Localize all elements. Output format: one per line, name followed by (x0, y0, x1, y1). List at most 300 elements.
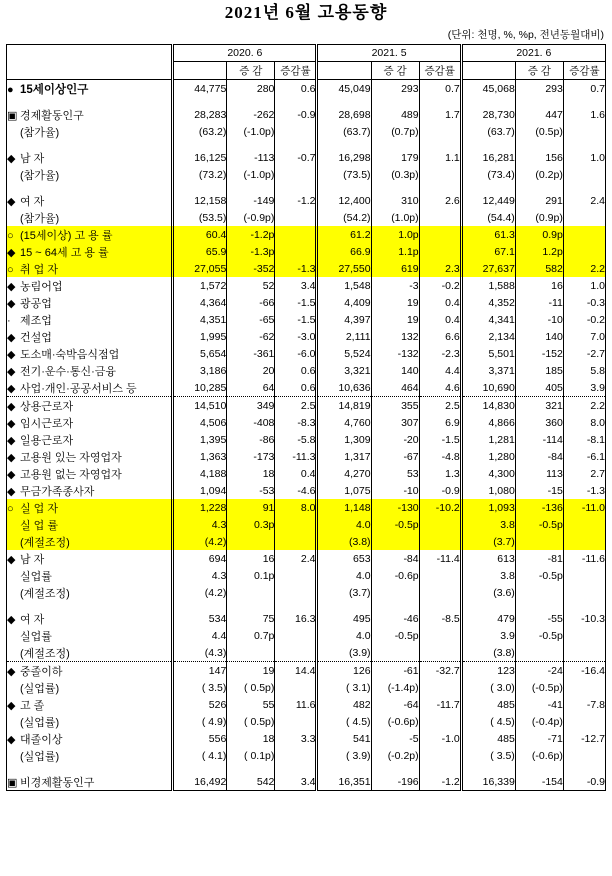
row-label-text: 건설업 (20, 331, 52, 344)
row-label-text: 임시근로자 (20, 417, 74, 430)
table-cell: 1,395 (173, 431, 227, 448)
table-cell (563, 644, 605, 662)
spacer-cell (515, 140, 563, 149)
table-cell: -0.5p (371, 627, 419, 644)
table-cell: 12,158 (173, 192, 227, 209)
row-bullet-icon: ◆ (7, 733, 16, 746)
table-cell: -11.0 (563, 499, 605, 516)
table-cell: 0.4 (419, 311, 461, 328)
spacer-cell (419, 140, 461, 149)
table-cell: (63.2) (173, 123, 227, 140)
table-cell (275, 166, 317, 183)
table-cell: -1.3 (563, 482, 605, 499)
row-label (7, 465, 173, 482)
table-cell: 140 (371, 362, 419, 379)
table-row (7, 345, 606, 362)
table-cell: -62 (227, 328, 275, 345)
table-cell: (0.9p) (515, 209, 563, 226)
table-cell: 4,760 (317, 414, 371, 431)
table-cell: -3 (371, 277, 419, 294)
table-cell (419, 533, 461, 550)
table-cell (371, 533, 419, 550)
table-cell: 66.9 (317, 243, 371, 260)
table-cell: 694 (173, 550, 227, 567)
table-row (7, 627, 606, 644)
table-cell (419, 584, 461, 601)
row-bullet-icon: ▣ (7, 776, 18, 789)
table-cell: 1,572 (173, 277, 227, 294)
row-label (7, 499, 173, 516)
table-cell (227, 533, 275, 550)
spacer-cell (173, 764, 227, 773)
table-cell (275, 679, 317, 696)
table-row (7, 747, 606, 764)
table-cell: -0.3 (563, 294, 605, 311)
table-cell: 619 (371, 260, 419, 277)
table-cell: 45,068 (461, 80, 515, 98)
table-cell: 3.8 (461, 516, 515, 533)
header-period-0: 2020. 6 (173, 45, 317, 62)
row-label (7, 662, 173, 680)
table-cell: -32.7 (419, 662, 461, 680)
row-bullet-icon: ◆ (7, 485, 16, 498)
table-cell: 534 (173, 610, 227, 627)
table-row (7, 362, 606, 379)
table-header (7, 45, 606, 80)
table-row (7, 679, 606, 696)
row-bullet-icon: ◆ (7, 468, 16, 481)
row-label-text: 고용원 있는 자영업자 (20, 451, 122, 464)
table-cell: 542 (227, 773, 275, 791)
spacer-cell (317, 140, 371, 149)
table-cell: 3.4 (275, 277, 317, 294)
table-cell (419, 679, 461, 696)
spacer-row (7, 140, 606, 149)
spacer-cell (227, 140, 275, 149)
spacer-cell (461, 97, 515, 106)
table-cell: -0.9 (419, 482, 461, 499)
table-cell: (3.7) (317, 584, 371, 601)
table-cell: -53 (227, 482, 275, 499)
table-cell: 0.7 (563, 80, 605, 98)
spacer-cell (371, 97, 419, 106)
table-cell: -15 (515, 482, 563, 499)
table-cell: 541 (317, 730, 371, 747)
table-cell: 1,080 (461, 482, 515, 499)
table-cell: 4,300 (461, 465, 515, 482)
table-cell: 2.4 (275, 550, 317, 567)
table-cell: (63.7) (461, 123, 515, 140)
table-cell: 1,075 (317, 482, 371, 499)
table-cell: -20 (371, 431, 419, 448)
table-cell: 91 (227, 499, 275, 516)
table-cell: 1,280 (461, 448, 515, 465)
row-label-text: 광공업 (20, 297, 52, 310)
table-cell: 2,111 (317, 328, 371, 345)
table-cell: (0.5p) (515, 123, 563, 140)
table-cell: -64 (371, 696, 419, 713)
table-cell: 1.0 (563, 149, 605, 166)
spacer-row (7, 183, 606, 192)
table-cell (419, 123, 461, 140)
table-cell: 10,285 (173, 379, 227, 397)
spacer-cell (419, 764, 461, 773)
table-cell: (1.0p) (371, 209, 419, 226)
table-row (7, 123, 606, 140)
table-cell (419, 209, 461, 226)
table-row (7, 516, 606, 533)
table-cell (275, 209, 317, 226)
table-cell: 7.0 (563, 328, 605, 345)
table-cell: 1,548 (317, 277, 371, 294)
table-cell: -0.5p (371, 516, 419, 533)
row-label (7, 166, 173, 183)
table-cell (563, 166, 605, 183)
table-row (7, 414, 606, 431)
spacer-cell (515, 764, 563, 773)
table-cell: 291 (515, 192, 563, 209)
row-bullet-icon: ◆ (7, 553, 16, 566)
table-cell: 16 (515, 277, 563, 294)
table-cell: -1.5 (275, 311, 317, 328)
table-cell: -4.8 (419, 448, 461, 465)
table-cell (227, 584, 275, 601)
row-label-text: 실업률 (20, 630, 52, 643)
table-cell: 4.0 (317, 627, 371, 644)
table-row (7, 713, 606, 730)
table-cell: (0.7p) (371, 123, 419, 140)
table-cell: (0.3p) (371, 166, 419, 183)
table-cell (275, 243, 317, 260)
row-label-text: 무금가족종사자 (20, 485, 95, 498)
spacer-cell (173, 183, 227, 192)
table-row (7, 226, 606, 243)
row-label-text: 남 자 (20, 152, 45, 165)
table-row (7, 80, 606, 98)
spacer-cell (371, 601, 419, 610)
table-cell: 5,654 (173, 345, 227, 362)
table-cell: 61.2 (317, 226, 371, 243)
table-cell (227, 644, 275, 662)
table-row (7, 311, 606, 328)
row-label-text: (실업률) (20, 750, 60, 763)
table-cell: 4.3 (173, 567, 227, 584)
table-row (7, 499, 606, 516)
table-cell: 1.7 (419, 106, 461, 123)
table-cell: 1,995 (173, 328, 227, 345)
table-cell: 19 (371, 311, 419, 328)
table-cell (515, 584, 563, 601)
table-cell: -12.7 (563, 730, 605, 747)
table-cell: 1,363 (173, 448, 227, 465)
table-cell (515, 644, 563, 662)
table-cell: 1.0p (371, 226, 419, 243)
row-bullet-icon: ◆ (7, 382, 16, 395)
table-cell (275, 627, 317, 644)
table-cell: (-0.5p) (515, 679, 563, 696)
table-cell (515, 533, 563, 550)
table-cell (563, 243, 605, 260)
spacer-row (7, 764, 606, 773)
spacer-cell (317, 601, 371, 610)
table-cell: (3.9) (317, 644, 371, 662)
table-cell: -149 (227, 192, 275, 209)
table-cell: -11 (515, 294, 563, 311)
table-cell: 12,400 (317, 192, 371, 209)
page-title: 2021년 6월 고용동향 (224, 3, 388, 22)
row-label (7, 294, 173, 311)
table-cell (563, 713, 605, 730)
row-label (7, 106, 173, 123)
spacer-cell (515, 183, 563, 192)
table-cell: 1.2p (515, 243, 563, 260)
table-cell: 55 (227, 696, 275, 713)
table-cell: 10,636 (317, 379, 371, 397)
table-cell: 16,298 (317, 149, 371, 166)
table-cell: 2.7 (563, 465, 605, 482)
table-cell: 19 (371, 294, 419, 311)
table-cell: 27,637 (461, 260, 515, 277)
row-label-text: 15 ~ 64세 고 용 률 (20, 246, 109, 259)
table-cell: 4.3 (173, 516, 227, 533)
spacer-cell (563, 140, 605, 149)
table-cell: 2.5 (419, 397, 461, 415)
spacer-cell (515, 601, 563, 610)
row-bullet-icon: ◆ (7, 699, 16, 712)
table-cell: 2.4 (563, 192, 605, 209)
table-cell: 4.4 (173, 627, 227, 644)
table-cell: ( 4.1) (173, 747, 227, 764)
table-cell: (4.2) (173, 584, 227, 601)
table-cell: -1.2p (227, 226, 275, 243)
spacer-cell (419, 601, 461, 610)
spacer-cell (173, 140, 227, 149)
table-row (7, 610, 606, 627)
row-bullet-icon: ◆ (7, 348, 16, 361)
row-label (7, 730, 173, 747)
table-cell (371, 584, 419, 601)
table-cell: 1.3 (419, 465, 461, 482)
table-cell: (63.7) (317, 123, 371, 140)
table-cell: 4,188 (173, 465, 227, 482)
table-cell: -408 (227, 414, 275, 431)
row-label (7, 260, 173, 277)
table-cell: 18 (227, 730, 275, 747)
table-cell: -352 (227, 260, 275, 277)
table-cell: -8.3 (275, 414, 317, 431)
table-cell: 2,134 (461, 328, 515, 345)
table-cell (275, 226, 317, 243)
table-cell (419, 747, 461, 764)
header-value-blank-1 (317, 62, 371, 80)
table-cell (563, 679, 605, 696)
table-cell: 2.5 (275, 397, 317, 415)
table-row (7, 397, 606, 415)
table-cell: ( 0.1p) (227, 747, 275, 764)
table-cell: 495 (317, 610, 371, 627)
table-cell: 6.6 (419, 328, 461, 345)
row-label (7, 679, 173, 696)
table-cell: 3,321 (317, 362, 371, 379)
row-label (7, 482, 173, 499)
table-cell: -61 (371, 662, 419, 680)
row-label-text: (계절조정) (20, 587, 70, 600)
table-row (7, 465, 606, 482)
row-bullet-icon: ◆ (7, 331, 16, 344)
row-bullet-icon: ○ (7, 229, 14, 242)
row-label (7, 243, 173, 260)
table-cell: 19 (227, 662, 275, 680)
table-cell: 1,309 (317, 431, 371, 448)
header-value-blank-0 (173, 62, 227, 80)
table-cell (275, 533, 317, 550)
table-cell: ( 0.5p) (227, 679, 275, 696)
table-cell: ( 3.0) (461, 679, 515, 696)
table-cell: -0.2 (563, 311, 605, 328)
row-label-text: (계절조정) (20, 536, 70, 549)
row-bullet-icon: ◆ (7, 400, 16, 413)
table-cell: 61.3 (461, 226, 515, 243)
table-cell: -1.5 (275, 294, 317, 311)
spacer-cell (419, 97, 461, 106)
table-cell: (3.6) (461, 584, 515, 601)
table-row (7, 482, 606, 499)
row-label-text: 고 졸 (20, 699, 45, 712)
table-cell: 489 (371, 106, 419, 123)
table-cell: -5.8 (275, 431, 317, 448)
row-bullet-icon: ◆ (7, 246, 16, 259)
table-cell: 18 (227, 465, 275, 482)
table-cell: -55 (515, 610, 563, 627)
spacer-cell (173, 97, 227, 106)
row-bullet-icon: ○ (7, 502, 14, 515)
row-label-text: 전기·운수·통신·금융 (20, 365, 116, 378)
row-bullet-icon: ▣ (7, 109, 18, 122)
spacer-cell (173, 601, 227, 610)
table-cell: 1,588 (461, 277, 515, 294)
table-cell: 140 (515, 328, 563, 345)
table-cell (563, 533, 605, 550)
table-cell: 0.7p (227, 627, 275, 644)
table-cell: -86 (227, 431, 275, 448)
table-cell: 349 (227, 397, 275, 415)
table-cell: -1.2 (275, 192, 317, 209)
table-cell: 0.9p (515, 226, 563, 243)
table-cell: (-0.6p) (371, 713, 419, 730)
table-cell: 27,550 (317, 260, 371, 277)
table-cell: 556 (173, 730, 227, 747)
table-cell (275, 644, 317, 662)
table-cell: 1.1p (371, 243, 419, 260)
table-cell (563, 627, 605, 644)
table-cell: 310 (371, 192, 419, 209)
row-label (7, 311, 173, 328)
table-cell: ( 3.5) (461, 747, 515, 764)
row-label-text: 취 업 자 (20, 263, 58, 276)
row-label (7, 328, 173, 345)
row-label-text: (참가율) (20, 126, 60, 139)
table-cell: 4,866 (461, 414, 515, 431)
table-row (7, 277, 606, 294)
table-row (7, 328, 606, 345)
spacer-cell (227, 97, 275, 106)
table-cell: (3.8) (461, 644, 515, 662)
spacer-cell (563, 97, 605, 106)
table-cell: -152 (515, 345, 563, 362)
table-cell: -11.6 (563, 550, 605, 567)
row-bullet-icon: ◆ (7, 195, 16, 208)
spacer-cell (563, 601, 605, 610)
table-cell: 44,775 (173, 80, 227, 98)
table-cell: -81 (515, 550, 563, 567)
table-cell: 4,506 (173, 414, 227, 431)
table-row (7, 773, 606, 791)
row-bullet-icon: ◆ (7, 665, 16, 678)
row-label-text: (실업률) (20, 716, 60, 729)
spacer-cell (275, 183, 317, 192)
table-cell: 2.2 (563, 260, 605, 277)
spacer-cell (275, 140, 317, 149)
table-cell: 179 (371, 149, 419, 166)
row-bullet-icon: ◆ (7, 613, 16, 626)
table-cell: 67.1 (461, 243, 515, 260)
table-cell: 1,281 (461, 431, 515, 448)
row-label (7, 550, 173, 567)
row-label (7, 379, 173, 397)
table-cell: 14,510 (173, 397, 227, 415)
table-cell: 14,830 (461, 397, 515, 415)
table-cell (563, 226, 605, 243)
table-cell: 1.1 (419, 149, 461, 166)
table-cell: 3.9 (461, 627, 515, 644)
table-cell: (-1.0p) (227, 123, 275, 140)
table-cell: 126 (317, 662, 371, 680)
row-label-text: 도소매·숙박음식점업 (20, 348, 120, 361)
row-label (7, 345, 173, 362)
spacer-label-cell (7, 97, 173, 106)
table-cell: 4,351 (173, 311, 227, 328)
table-cell (419, 644, 461, 662)
table-cell: 482 (317, 696, 371, 713)
table-cell: 16,339 (461, 773, 515, 791)
table-cell: (-0.4p) (515, 713, 563, 730)
table-cell (275, 516, 317, 533)
row-label-text: (참가율) (20, 212, 60, 225)
table-cell: 3.3 (275, 730, 317, 747)
table-cell: -173 (227, 448, 275, 465)
table-cell: (3.7) (461, 533, 515, 550)
row-label (7, 713, 173, 730)
table-cell: 65.9 (173, 243, 227, 260)
row-label (7, 644, 173, 662)
spacer-cell (227, 601, 275, 610)
table-cell: -10.3 (563, 610, 605, 627)
row-label (7, 362, 173, 379)
table-row (7, 662, 606, 680)
row-label-text: 대졸이상 (20, 733, 63, 746)
table-cell (419, 516, 461, 533)
row-label-text: 농림어업 (20, 280, 63, 293)
table-cell: -8.5 (419, 610, 461, 627)
table-cell: 1,093 (461, 499, 515, 516)
header-period-1: 2021. 5 (317, 45, 461, 62)
table-cell (419, 713, 461, 730)
table-cell: -1.3 (275, 260, 317, 277)
table-cell: ( 4.5) (317, 713, 371, 730)
spacer-cell (461, 183, 515, 192)
table-cell: 64 (227, 379, 275, 397)
row-label-text: 15세이상인구 (20, 83, 89, 96)
